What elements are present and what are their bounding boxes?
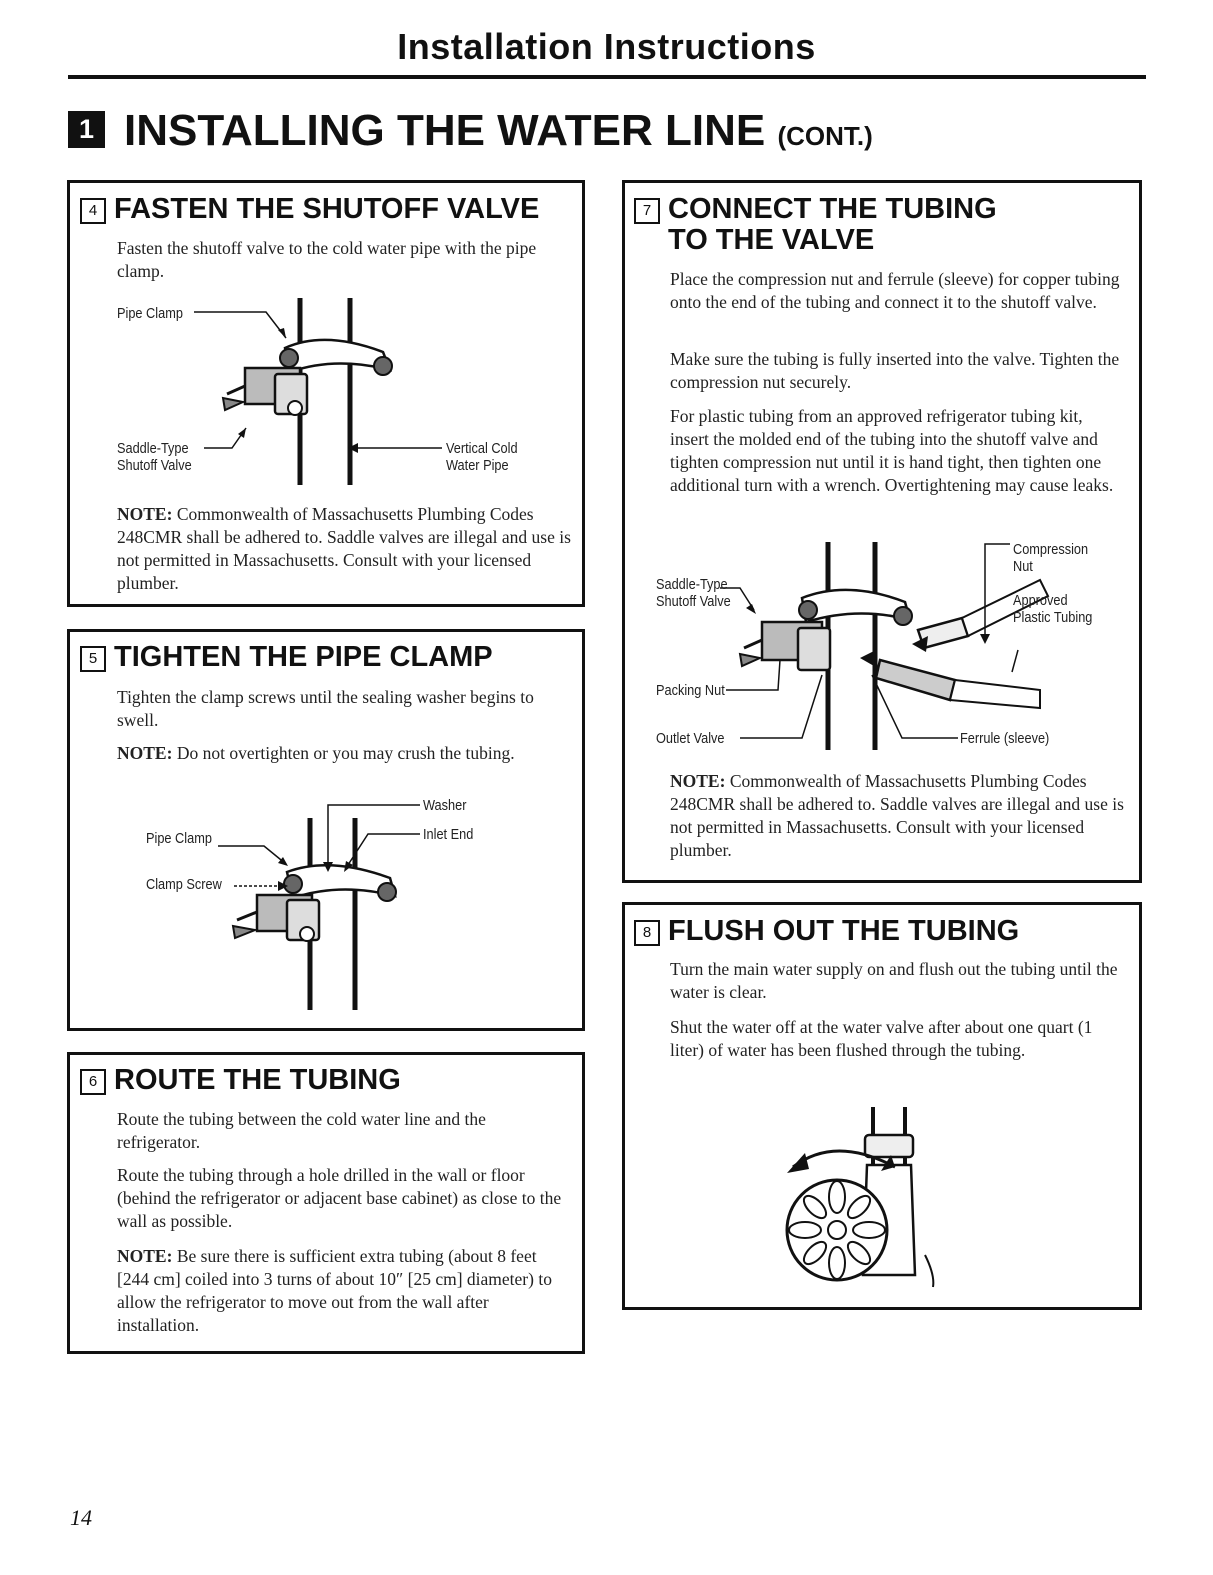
step-5-note-text: Do not overtighten or you may crush the tubing.	[176, 743, 515, 763]
step-4-note-label: NOTE:	[117, 504, 173, 524]
step-6-note	[117, 1245, 567, 1337]
step-7-label-nut: Nut	[1013, 558, 1033, 575]
step-5-title: TIGHTEN THE PIPE CLAMP	[114, 641, 493, 673]
step-7-note-text: Commonwealth of Massachusetts Plumbing Codes 248CMR shall be adhered to. Saddle valves are illegal and use is not permitted in Massachusetts. Consult with your licensed plumber.	[670, 771, 1124, 860]
step-4-heading	[80, 194, 539, 225]
step-4-body: Fasten the shutoff valve to the cold water pipe with the pipe clamp.	[117, 238, 537, 281]
step-8-number: 8	[634, 920, 660, 946]
step-6-title: ROUTE THE TUBING	[114, 1064, 401, 1096]
step-8-paragraph-2: Shut the water off at the water valve after about one quart (1 liter) of water has been flushed through the tubing.	[670, 1017, 1093, 1060]
step-4-label-vertical-cold: Vertical Cold	[446, 440, 518, 457]
step-5-number: 5	[80, 646, 106, 672]
step-4-number: 4	[80, 198, 106, 224]
section-badge: 1	[68, 111, 105, 148]
step-7-label-ferrule: Ferrule (sleeve)	[960, 730, 1050, 747]
step-6-note-label: NOTE:	[117, 1246, 173, 1266]
step-7-note	[670, 770, 1130, 862]
step-7-note-label: NOTE:	[670, 771, 726, 791]
section-title	[124, 106, 873, 156]
step-8-paragraph-1: Turn the main water supply on and flush out the tubing until the water is clear.	[670, 959, 1118, 1002]
step-7-heading	[634, 194, 997, 225]
step-7-paragraph-3: For plastic tubing from an approved refrigerator tubing kit, insert the molded end of the tubing into the shutoff valve and tighten compression nut until it is hand tight, then tighten one additional turn with a wrench. Overtightening may cause leaks.	[670, 406, 1114, 495]
step-7-paragraph-1: Place the compression nut and ferrule (sleeve) for copper tubing onto the end of the tubing and connect it to the shutoff valve.	[670, 269, 1120, 312]
step-7-label-saddle-type: Saddle-Type	[656, 576, 728, 593]
step-7-paragraph-2: Make sure the tubing is fully inserted into the valve. Tighten the compression nut securely.	[670, 349, 1120, 392]
step-5-label-clamp-screw: Clamp Screw	[146, 876, 222, 893]
step-5-body: Tighten the clamp screws until the sealing washer begins to swell.	[117, 687, 534, 730]
step-4-note	[117, 503, 572, 595]
step-7-label-shutoff-valve: Shutoff Valve	[656, 593, 731, 610]
step-6-number: 6	[80, 1069, 106, 1095]
section-title-text: INSTALLING THE WATER LINE	[124, 106, 766, 155]
step-7-title-line-1: CONNECT THE TUBING	[668, 193, 997, 225]
step-8-title: FLUSH OUT THE TUBING	[668, 915, 1020, 947]
step-4-note-text: Commonwealth of Massachusetts Plumbing Codes 248CMR shall be adhered to. Saddle valves are illegal and use is not permitted in Massachusetts. Consult with your licensed plumber.	[117, 504, 571, 593]
step-7-number: 7	[634, 198, 660, 224]
step-4-title: FASTEN THE SHUTOFF VALVE	[114, 193, 540, 225]
step-4-label-water-pipe: Water Pipe	[446, 457, 509, 474]
step-4-label-shutoff-valve: Shutoff Valve	[117, 457, 192, 474]
step-7-label-packing-nut: Packing Nut	[656, 682, 725, 699]
step-7-label-outlet-valve: Outlet Valve	[656, 730, 725, 747]
step-6-paragraph-2: Route the tubing through a hole drilled in the wall or floor (behind the refrigerator or adjacent base cabinet) as close to the wall as possible.	[117, 1165, 562, 1231]
step-4-label-saddle-type: Saddle-Type	[117, 440, 189, 457]
step-7-label-plastic-tubing: Plastic Tubing	[1013, 609, 1093, 626]
step-6-paragraph-1: Route the tubing between the cold water line and the refrigerator.	[117, 1109, 486, 1152]
header-rule	[68, 75, 1146, 79]
step-4-label-pipe-clamp: Pipe Clamp	[117, 305, 183, 322]
step-6-note-text: Be sure there is sufficient extra tubing (about 8 feet [244 cm] coiled into 3 turns of about 10″ [25 cm] diameter) to allow the refrigerator to move out from the wall after installation.	[117, 1246, 552, 1335]
step-8-heading	[634, 916, 1019, 947]
page-number: 14	[70, 1505, 92, 1530]
section-title-cont: (CONT.)	[777, 121, 873, 151]
step-7-label-approved: Approved	[1013, 592, 1068, 609]
step-5-note-label: NOTE:	[117, 743, 173, 763]
water-valve-illustration	[775, 1105, 975, 1295]
step-5-note	[117, 742, 567, 765]
step-7-label-compression: Compression	[1013, 541, 1089, 558]
step-5-label-inlet-end: Inlet End	[423, 826, 474, 843]
page-header-title: Installation Instructions	[397, 26, 816, 67]
step-5-heading	[80, 642, 493, 673]
step-5-leader-lines	[200, 800, 430, 910]
step-5-label-washer: Washer	[423, 797, 467, 814]
step-7-leader-lines	[640, 540, 1120, 755]
step-7-heading-line-2: TO THE VALVE	[668, 224, 875, 256]
step-6-heading	[80, 1065, 401, 1096]
step-5-label-pipe-clamp: Pipe Clamp	[146, 830, 212, 847]
